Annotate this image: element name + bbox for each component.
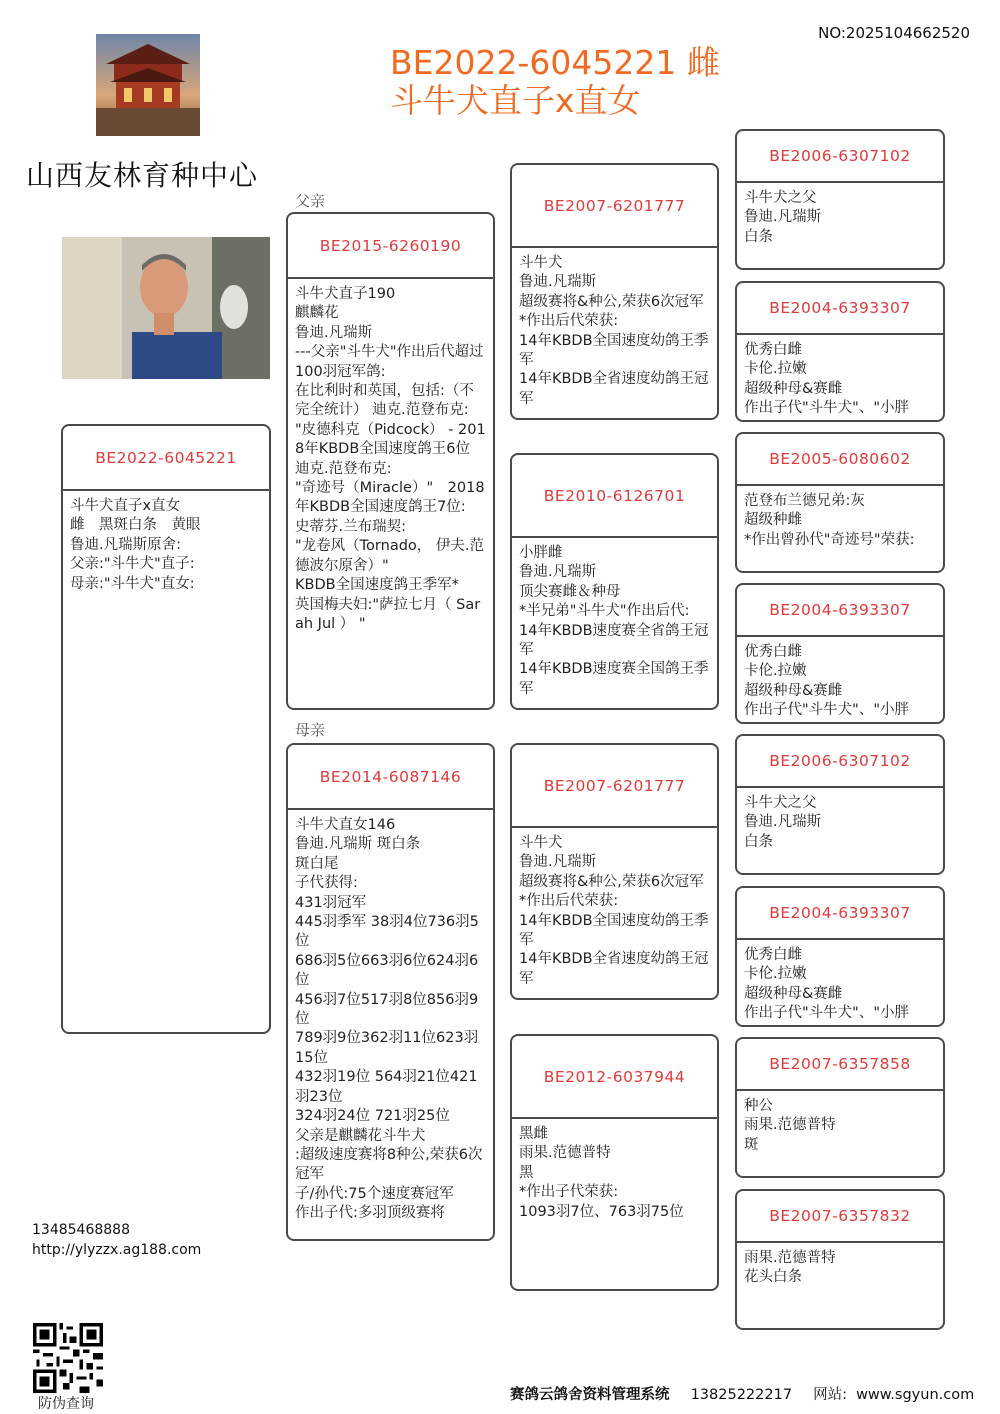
great-grandparent-details (737, 335, 943, 419)
detail-line: 鲁迪.凡瑞斯原舍: (70, 536, 181, 553)
detail-line: *作出曾孙代"奇迹号"荣获: (744, 531, 915, 548)
subject-ring: BE2022-6045221 (63, 426, 269, 491)
detail-line: 优秀白雌 (744, 644, 802, 660)
detail-line: 斗牛犬直子x直女 (70, 498, 181, 514)
org-name: 山西友林育种中心 (26, 159, 259, 192)
detail-line: 卡伦.拉嫩 (744, 361, 807, 378)
grandparent-card (510, 163, 719, 420)
title-name: 斗牛犬直子x直女 (390, 81, 641, 120)
detail-line: 超级种母&赛雌 (744, 380, 843, 397)
footer-system: 赛鸽云鸽舍资料管理系统 (510, 1387, 670, 1403)
detail-line: 斑 (744, 1136, 759, 1153)
detail-line: 作出子代"斗牛犬"、"小胖 (744, 702, 910, 719)
great-grandparent-ring: BE2007-6357858 (737, 1039, 943, 1091)
detail-line: *作出后代荣获: (519, 313, 619, 330)
great-grandparent-details (737, 637, 943, 721)
dam-details (288, 810, 493, 1224)
detail-line: 雌 黑斑白条 黄眼 (70, 517, 201, 534)
great-grandparent-ring: BE2006-6307102 (737, 131, 943, 183)
detail-line: 斗牛犬直女146 (295, 817, 396, 833)
detail-line: 麒麟花 (295, 305, 339, 322)
detail-line: 14年KBDB全国速度幼鸽王季军 (519, 912, 709, 949)
great-grandparent-ring: BE2004-6393307 (737, 283, 943, 335)
footer-site-label: 网站: (813, 1387, 847, 1403)
subject-details (63, 491, 269, 594)
grandparent-card (510, 453, 719, 710)
footer (510, 1383, 990, 1404)
detail-line: 雨果.范德普特 (519, 1145, 611, 1162)
contact-phone: 13485468888 (32, 1222, 130, 1238)
detail-line: 789羽9位362羽11位623羽15位 (295, 1030, 479, 1066)
detail-line: 超级种雌 (744, 512, 802, 529)
great-grandparent-card (735, 129, 945, 270)
contact-url[interactable]: http://ylyzzx.ag188.com (32, 1242, 202, 1258)
great-grandparent-details (737, 1091, 943, 1155)
detail-line: 686羽5位663羽6位624羽6位 (295, 952, 479, 989)
detail-line: 14年KBDB全省速度幼鸽王冠军 (519, 371, 709, 407)
sire-card (286, 212, 495, 710)
detail-line: 鲁迪.凡瑞斯 (295, 324, 373, 341)
grandparent-details (512, 1119, 717, 1222)
detail-line: 卡伦.拉嫩 (744, 966, 807, 983)
detail-line: 超级种母&赛雌 (744, 682, 843, 699)
great-grandparent-card (735, 734, 945, 875)
detail-line: 鲁迪.凡瑞斯 斑白条 (295, 836, 421, 853)
loft-logo-image (96, 34, 200, 136)
detail-line: 作出子代"斗牛犬"、"小胖 (744, 400, 910, 417)
detail-line: ---父亲"斗牛犬"作出后代超过100羽冠军鸽: (295, 344, 484, 380)
great-grandparent-ring: BE2005-6080602 (737, 434, 943, 486)
title-ring-sex: BE2022-6045221 雌 (390, 43, 720, 82)
detail-line: 范登布兰德兄弟:灰 (744, 493, 865, 509)
pedigree-title (390, 44, 720, 120)
detail-line: 雨果.范德普特 (744, 1250, 836, 1266)
grandparent-card (510, 743, 719, 1000)
detail-line: 小胖雌 (519, 545, 563, 561)
great-grandparent-ring: BE2006-6307102 (737, 736, 943, 788)
detail-line: 黑 (519, 1164, 534, 1181)
great-grandparent-card (735, 886, 945, 1027)
great-grandparent-ring: BE2004-6393307 (737, 888, 943, 940)
qr-code-icon[interactable] (33, 1323, 103, 1393)
detail-line: 鲁迪.凡瑞斯 (519, 564, 597, 581)
great-grandparent-details (737, 788, 943, 852)
great-grandparent-details (737, 183, 943, 247)
detail-line: 超级赛将&种公,荣获6次冠军 (519, 293, 704, 310)
detail-line: 优秀白雌 (744, 342, 802, 358)
detail-line: 白条 (744, 833, 773, 850)
detail-line: 鲁迪.凡瑞斯 (519, 854, 597, 871)
great-grandparent-details (737, 940, 943, 1024)
dam-card (286, 743, 495, 1241)
detail-line: 雨果.范德普特 (744, 1117, 836, 1134)
detail-line: 斑白尾 (295, 855, 339, 872)
detail-line: 456羽7位517羽8位856羽9位 (295, 991, 479, 1028)
grandparent-ring: BE2010-6126701 (512, 455, 717, 538)
great-grandparent-details (737, 1243, 943, 1288)
detail-line: "龙卷风（Tornado， 伊夫.范德波尔原舍）" (295, 538, 485, 574)
detail-line: 黑雌 (519, 1126, 548, 1142)
great-grandparent-card (735, 281, 945, 422)
grandparent-ring: BE2012-6037944 (512, 1036, 717, 1119)
detail-line: 在比利时和英国，包括:（不完全统计） 迪克.范登布克: (295, 383, 474, 419)
detail-line: 英国梅夫妇:"萨拉七月（ Sarah Jul ） " (295, 596, 481, 632)
great-grandparent-card (735, 1037, 945, 1178)
document-number: NO:2025104662520 (818, 24, 970, 42)
detail-line: 432羽19位 564羽21位421羽23位 (295, 1069, 478, 1105)
detail-line: 超级赛将&种公,荣获6次冠军 (519, 873, 704, 890)
detail-line: 鲁迪.凡瑞斯 (519, 274, 597, 291)
detail-line: 顶尖赛雌＆种母 (519, 583, 621, 600)
detail-line: 斗牛犬之父 (744, 795, 817, 811)
sire-ring: BE2015-6260190 (288, 214, 493, 279)
detail-line: 父亲:"斗牛犬"直子: (70, 556, 195, 573)
great-grandparent-card (735, 432, 945, 573)
detail-line: 花头白条 (744, 1269, 802, 1286)
detail-line: :超级速度赛将8种公,荣获6次冠军 (295, 1146, 483, 1183)
detail-line: 超级种母&赛雌 (744, 985, 843, 1002)
great-grandparent-ring: BE2004-6393307 (737, 585, 943, 637)
detail-line: 鲁迪.凡瑞斯 (744, 814, 822, 831)
footer-phone: 13825222217 (690, 1387, 793, 1403)
detail-line: 14年KBDB速度赛全国鸽王季军 (519, 661, 709, 697)
sire-details (288, 279, 493, 634)
grandparent-card (510, 1034, 719, 1291)
detail-line: 1093羽7位、763羽75位 (519, 1203, 684, 1220)
mother-label: 母亲 (295, 721, 326, 739)
detail-line: 14年KBDB全省速度幼鸽王冠军 (519, 951, 709, 987)
detail-line: 14年KBDB速度赛全省鸽王冠军 (519, 622, 709, 659)
detail-line: 父亲是麒麟花斗牛犬 (295, 1127, 426, 1144)
detail-line: *作出子代荣获: (519, 1184, 619, 1201)
grandparent-details (512, 828, 717, 989)
detail-line: 优秀白雌 (744, 947, 802, 963)
detail-line: 母亲:"斗牛犬"直女: (70, 575, 195, 592)
father-label: 父亲 (295, 192, 326, 210)
grandparent-details (512, 538, 717, 699)
subject-card (61, 424, 271, 1034)
anti-fake-label: 防伪查询 (38, 1396, 94, 1412)
detail-line: 431羽冠军 (295, 894, 367, 911)
detail-line: 卡伦.拉嫩 (744, 663, 807, 680)
detail-line: 斗牛犬 (519, 835, 563, 851)
detail-line: 子代获得: (295, 875, 358, 892)
footer-site[interactable]: www.sgyun.com (856, 1387, 975, 1403)
great-grandparent-details (737, 486, 943, 550)
detail-line: 子/孙代:75个速度赛冠军 (295, 1185, 454, 1202)
detail-line: 白条 (744, 228, 773, 245)
detail-line: 鲁迪.凡瑞斯 (744, 209, 822, 226)
detail-line: 324羽24位 721羽25位 (295, 1108, 450, 1125)
grandparent-ring: BE2007-6201777 (512, 165, 717, 248)
detail-line: KBDB全国速度鸽王季军* (295, 577, 459, 594)
great-grandparent-card (735, 1189, 945, 1330)
detail-line: 史蒂芬.兰布瑞契: (295, 518, 406, 535)
detail-line: 种公 (744, 1098, 773, 1114)
detail-line: 445羽季军 38羽4位736羽5位 (295, 914, 479, 950)
detail-line: "奇迹号（Miracle）" 2018 年KBDB全国速度鸽王7位: (295, 480, 485, 516)
detail-line: 迪克.范登布克: (295, 460, 392, 477)
grandparent-details (512, 248, 717, 409)
detail-line: 斗牛犬直子190 (295, 286, 396, 302)
detail-line: 作出子代:多羽顶级赛将 (295, 1205, 445, 1222)
detail-line: *作出后代荣获: (519, 893, 619, 910)
detail-line: 斗牛犬之父 (744, 190, 817, 206)
detail-line: "皮德科克（Pidcock） - 2018年KBDB全国速度鸽王6位 (295, 421, 486, 458)
great-grandparent-card (735, 583, 945, 724)
detail-line: 14年KBDB全国速度幼鸽王季军 (519, 332, 709, 369)
great-grandparent-ring: BE2007-6357832 (737, 1191, 943, 1243)
detail-line: *半兄弟"斗牛犬"作出后代: (519, 603, 690, 620)
detail-line: 作出子代"斗牛犬"、"小胖 (744, 1005, 910, 1022)
grandparent-ring: BE2007-6201777 (512, 745, 717, 828)
dam-ring: BE2014-6087146 (288, 745, 493, 810)
detail-line: 斗牛犬 (519, 255, 563, 271)
owner-photo (62, 237, 270, 379)
